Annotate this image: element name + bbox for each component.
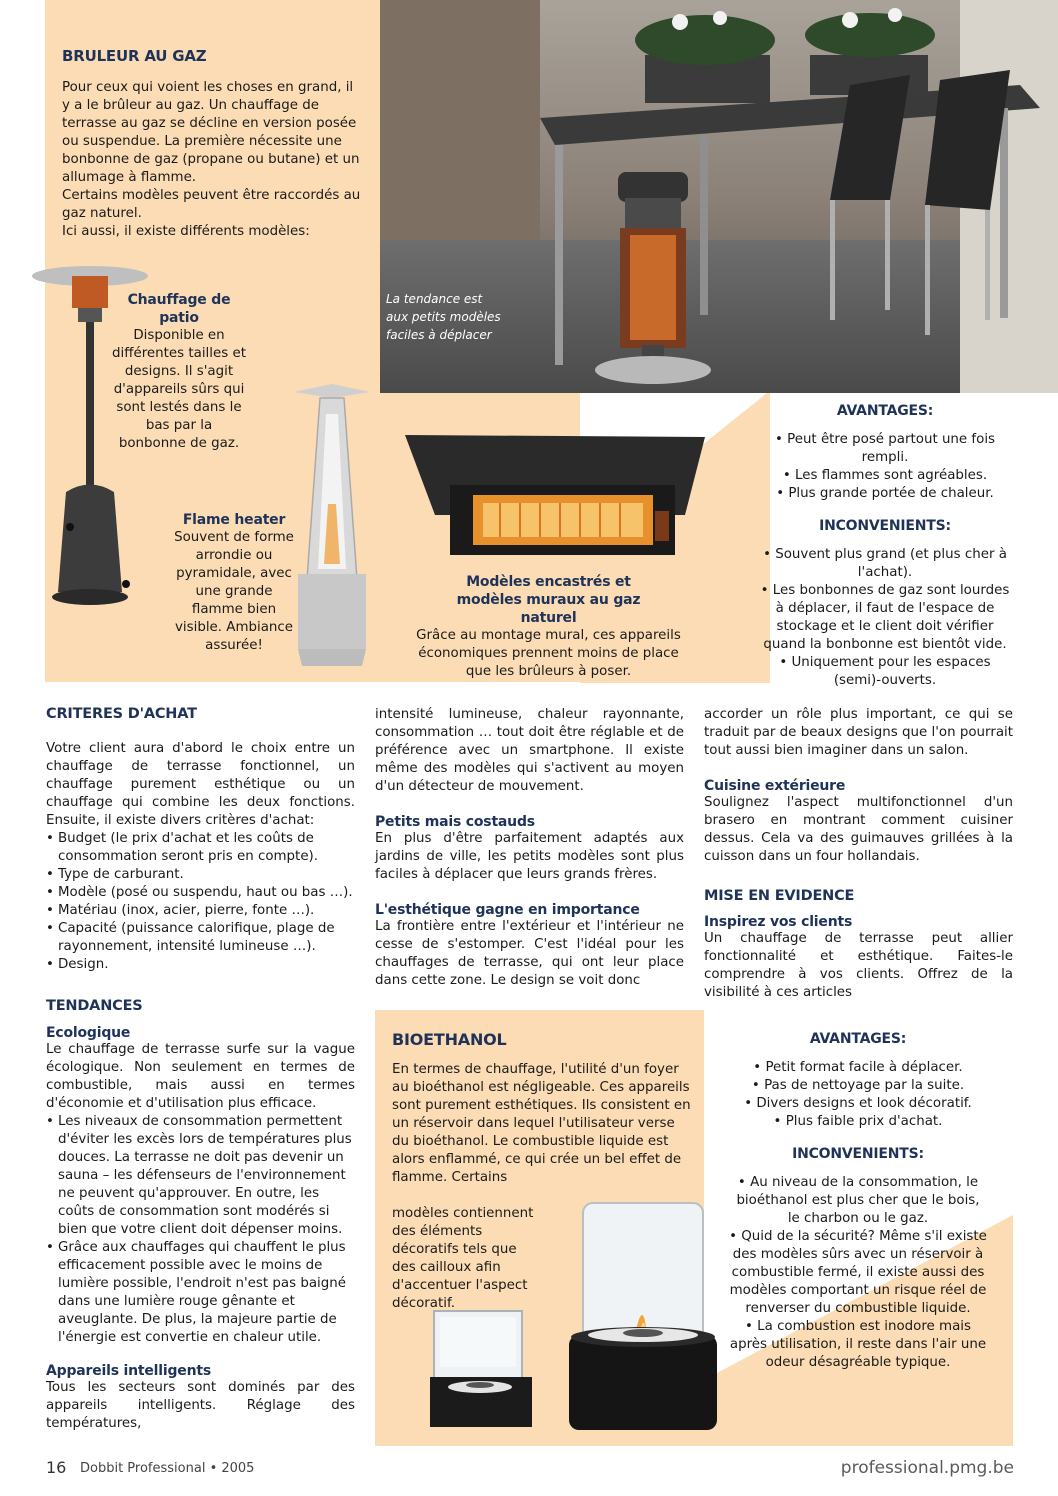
flame-text: Souvent de forme arrondie ou pyramidale, avec une grande flamme bien visible. Ambiance assurée! (174, 530, 294, 653)
built-in-block (416, 573, 681, 681)
publication-name: Dobbit Professional • 2005 (80, 1461, 255, 1476)
list-item: • Petit format facile à déplacer. (753, 1060, 963, 1075)
wall-heater-image (405, 435, 710, 565)
gas-intro-paragraph: Pour ceux qui voient les choses en grand, il y a le brûleur au gaz. Un chauffage de terrasse au gaz se décline en version posée ou suspendue. La première nécessite une bonbonne de gaz (propane ou butane) et un allumage à flamme. (62, 80, 360, 185)
bio-advantages-list (722, 1059, 994, 1131)
column-3 (704, 706, 1013, 1002)
gas-title: BRULEUR AU GAZ (62, 47, 207, 65)
smart-text: Tous les secteurs sont dominés par des appareils intelligents. Réglage des températures, (46, 1380, 355, 1431)
list-item: • Les bonbonnes de gaz sont lourdes à déplacer, il faut de l'espace de stockage et le client doit vérifier quand la bonbonne est bientôt vide. (760, 583, 1010, 652)
bio-title: BIOETHANOL (392, 1030, 507, 1049)
list-item: • Au niveau de la consommation, le bioéthanol est plus cher que le bois, le charbon ou le gaz. (736, 1175, 980, 1226)
column-2 (375, 706, 684, 990)
list-item: • Capacité (puissance calorifique, plage de rayonnement, intensité lumineuse …). (46, 920, 355, 956)
inspire-title: Inspirez vos clients (704, 914, 853, 930)
bio-text: En termes de chauffage, l'utilité d'un foyer au bioéthanol est négligeable. Ces appareils sont purement esthétiques. Ils consistent en un réservoir dans lequel l'utilisateur verse du bioéthanol. Le combustible liquide est alors enflammé, ce qui crée un bel effet de flamme. Certains (392, 1062, 691, 1185)
footer (46, 1458, 1014, 1482)
gas-inconvenients-list (750, 546, 1020, 690)
esthetic-continued-text: accorder un rôle plus important, ce qui se traduit par de beaux designs que l'on pourrait tout aussi bien imaginer dans un salon. (704, 707, 1013, 758)
list-item: • Pas de nettoyage par la suite. (751, 1078, 965, 1093)
list-item: • Quid de la sécurité? Même s'il existe des modèles sûrs avec un réservoir à combustible fermé, il existe aussi des modèles comportant un risque réel de renverser du combustible liquide. (729, 1229, 987, 1316)
small-text: En plus d'être parfaitement adaptés aux jardins de ville, les petits modèles sont plus faciles à déplacer que leurs grands frères. (375, 831, 684, 882)
built-in-text: Grâce au montage mural, ces appareils économiques prennent moins de place que les brûleurs à poser. (416, 628, 681, 679)
list-item: • Divers designs et look décoratif. (744, 1096, 972, 1111)
kitchen-title: Cuisine extérieure (704, 778, 846, 794)
gas-advantages-list (750, 431, 1020, 503)
list-item: • Plus faible prix d'achat. (773, 1114, 943, 1129)
kitchen-text: Soulignez l'aspect multifonctionnel d'un brasero en montrant comment cuisiner dessus. Cela va des guimauves grillées à la cuisson dans un four hollandais. (704, 795, 1013, 864)
bio-inconvenients-list (722, 1174, 994, 1372)
bio-fireplace-large-image (565, 1195, 720, 1433)
gas-advantages-title: AVANTAGES: (836, 403, 934, 419)
list-item: • Les flammes sont agréables. (782, 468, 988, 483)
list-item: • Matériau (inox, acier, pierre, fonte …). (46, 902, 355, 920)
photo-caption: La tendance est aux petits modèles faciles à déplacer (386, 292, 501, 342)
gas-inconvenients-title: INCONVENIENTS: (819, 518, 951, 534)
list-item: • La combustion est inodore mais après utilisation, il reste dans l'air une odeur désagréable typique. (729, 1319, 987, 1370)
ecologique-title: Ecologique (46, 1025, 131, 1041)
list-item: • Design. (46, 956, 355, 974)
patio-block (112, 291, 246, 453)
smart-continued-text: intensité lumineuse, chaleur rayonnante, consommation … tout doit être réglable et de préférence avec un smartphone. Il existe même des modèles qui s'activent au moyen d'un détecteur de mouvement. (375, 707, 684, 794)
inspire-text: Un chauffage de terrasse peut allier fonctionnalité et esthétique. Faites-le comprendre à vos clients. Offrez de la visibilité à ces articles (704, 931, 1013, 1000)
smart-title: Appareils intelligents (46, 1363, 211, 1379)
ecologique-text: Le chauffage de terrasse surfe sur la vague écologique. Non seulement en termes de combustible, mais aussi en termes d'économie et d'utilisation plus efficace. (46, 1042, 355, 1111)
criteres-title: CRITERES D'ACHAT (46, 706, 197, 722)
mise-title: MISE EN EVIDENCE (704, 888, 855, 904)
gas-intro (62, 79, 362, 241)
bio-advantages-title: AVANTAGES: (809, 1031, 907, 1047)
list-item: • Plus grande portée de chaleur. (776, 486, 994, 501)
built-in-title: Modèles encastrés et modèles muraux au gaz naturel (456, 574, 641, 626)
list-item: • Modèle (posé ou suspendu, haut ou bas …). (46, 884, 355, 902)
bio-pros-cons (722, 1030, 994, 1372)
criteres-intro: Votre client aura d'abord le choix entre un chauffage de terrasse fonctionnel, un chauffage purement esthétique ou un chauffage qui combine les deux fonctions. Ensuite, il existe divers critères d'achat: (46, 741, 355, 828)
criteres-list (46, 830, 355, 974)
tendances-title: TENDANCES (46, 998, 143, 1014)
small-title: Petits mais costauds (375, 814, 535, 830)
patio-text: Disponible en différentes tailles et designs. Il s'agit d'appareils sûrs qui sont lestés dans le bas par la bonbonne de gaz. (112, 328, 246, 451)
gas-intro-natural: Certains modèles peuvent être raccordés au gaz naturel. (62, 188, 361, 221)
ecologique-list (46, 1113, 355, 1347)
column-1 (46, 706, 355, 1433)
footer-url-link[interactable]: professional.pmg.be (840, 1458, 1014, 1478)
list-item: • Souvent plus grand (et plus cher à l'achat). (763, 547, 1007, 580)
patio-title: Chauffage de patio (127, 292, 231, 326)
flame-title: Flame heater (182, 512, 286, 528)
esthetic-title: L'esthétique gagne en importance (375, 902, 640, 918)
list-item: • Les niveaux de consommation permettent d'éviter les excès lors de températures plus douces. La terrasse ne doit pas devenir un sauna – les défenseurs de l'environnement ne peuvent qu'approuver. En outre, les coûts de consommation sont modérés si bien que votre client doit dépenser moins. (46, 1113, 355, 1239)
bio-inconvenients-title: INCONVENIENTS: (792, 1146, 924, 1162)
list-item: • Budget (le prix d'achat et les coûts de consommation seront pris en compte). (46, 830, 355, 866)
list-item: • Uniquement pour les espaces (semi)-ouverts. (779, 655, 991, 688)
list-item: • Peut être posé partout une fois rempli. (774, 432, 996, 465)
gas-intro-models: Ici aussi, il existe différents modèles: (62, 224, 310, 239)
list-item: • Type de carburant. (46, 866, 355, 884)
bio-fireplace-small-image (428, 1305, 538, 1430)
page-number: 16 (46, 1458, 67, 1477)
esthetic-text: La frontière entre l'extérieur et l'intérieur ne cesse de s'estomper. C'est l'idéal pour les chauffages de terrasse, qui ont leur place dans cette zone. Le design se voit donc (375, 919, 684, 988)
flame-block (170, 511, 298, 655)
bio-text-continued: modèles contiennent des éléments décoratifs tels que des cailloux afin d'accentuer l'aspect décoratif. (392, 1206, 534, 1311)
flame-heater-image (292, 384, 372, 669)
list-item: • Grâce aux chauffages qui chauffent le plus efficacement possible avec le moins de lumière possible, l'endroit n'est pas baigné dans une lumière rouge gênante et aveuglante. De plus, la majeure partie de l'énergie est convertie en chaleur utile. (46, 1239, 355, 1347)
gas-pros-cons (750, 402, 1020, 690)
